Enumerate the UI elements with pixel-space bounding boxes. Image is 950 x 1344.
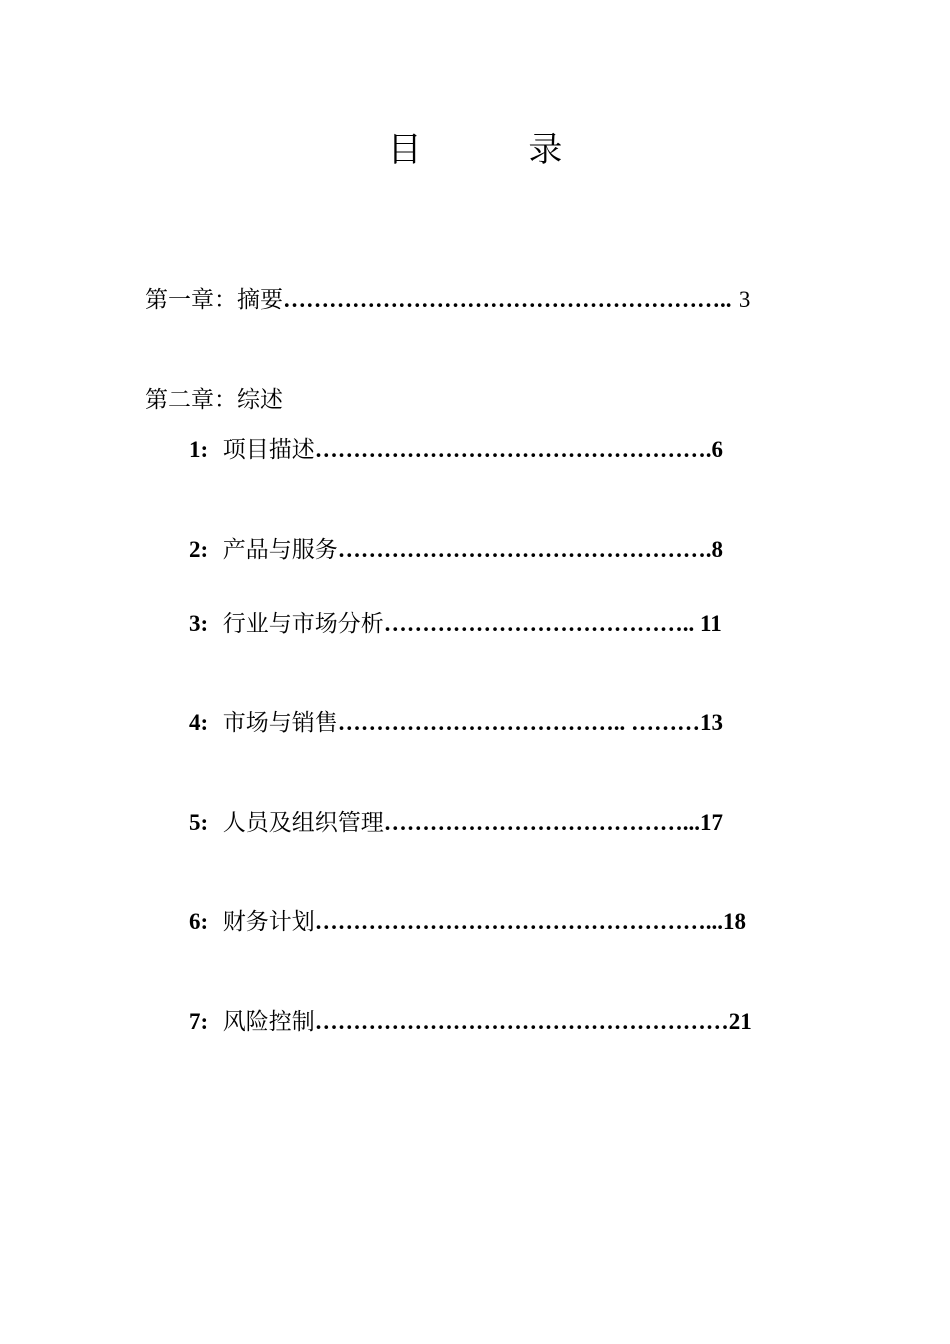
toc-entry-label: 第一章：摘要 — [145, 287, 283, 313]
toc-entry-number: 4: — [189, 710, 209, 735]
toc-entry-label: 市场与销售 — [222, 710, 338, 736]
toc-entry-page: 21 — [728, 1009, 752, 1034]
toc-entry-leader: …………………………………... — [383, 810, 701, 835]
toc-entry-item-1[interactable] — [189, 435, 723, 465]
toc-entry-leader: ……………………………………………. — [314, 437, 712, 462]
toc-entry-page: 6 — [711, 437, 724, 462]
toc-entry-number: 2: — [189, 537, 209, 562]
toc-entry-label: 产品与服务 — [222, 537, 338, 563]
toc-entry-chapter1[interactable] — [145, 285, 750, 315]
toc-entry-item-7[interactable] — [189, 1007, 752, 1037]
toc-entry-item-6[interactable] — [189, 907, 746, 937]
toc-entry-page: 18 — [723, 909, 747, 934]
toc-entry-leader: …………………………………………. — [337, 537, 712, 562]
page-title: 目 录 — [387, 130, 611, 170]
toc-entry-page: 8 — [711, 537, 724, 562]
toc-entry-number: 6: — [189, 909, 209, 934]
toc-entry-label: 行业与市场分析 — [222, 611, 384, 637]
toc-entry-leader: ……………………………………………… — [314, 1009, 729, 1034]
toc-entry-page: 17 — [700, 810, 724, 835]
toc-entry-page: 3 — [738, 287, 751, 312]
toc-entry-label: 第二章：综述 — [145, 387, 283, 413]
toc-entry-item-4[interactable] — [189, 708, 723, 738]
toc-entry-item-2[interactable] — [189, 535, 723, 565]
toc-entry-page: 11 — [700, 611, 722, 636]
toc-entry-chapter2[interactable] — [145, 385, 283, 415]
toc-entry-label: 人员及组织管理 — [222, 810, 384, 836]
toc-entry-page: 13 — [700, 710, 724, 735]
toc-entry-leader: ……………………………………………... — [314, 909, 724, 934]
toc-entry-leader: ………………………………………………….. — [283, 287, 732, 312]
toc-entry-number: 3: — [189, 611, 209, 636]
toc-entry-number: 1: — [189, 437, 209, 462]
toc-entry-label: 财务计划 — [222, 909, 315, 935]
toc-entry-leader: ………………………………….. — [383, 611, 701, 636]
toc-entry-leader: ……………………………….. ……… — [337, 710, 701, 735]
toc-entry-label: 项目描述 — [222, 437, 315, 463]
toc-entry-item-3[interactable] — [189, 609, 722, 639]
toc-entry-item-5[interactable] — [189, 808, 723, 838]
toc-entry-number: 5: — [189, 810, 209, 835]
toc-entry-label: 风险控制 — [222, 1009, 315, 1035]
toc-entry-number: 7: — [189, 1009, 209, 1034]
